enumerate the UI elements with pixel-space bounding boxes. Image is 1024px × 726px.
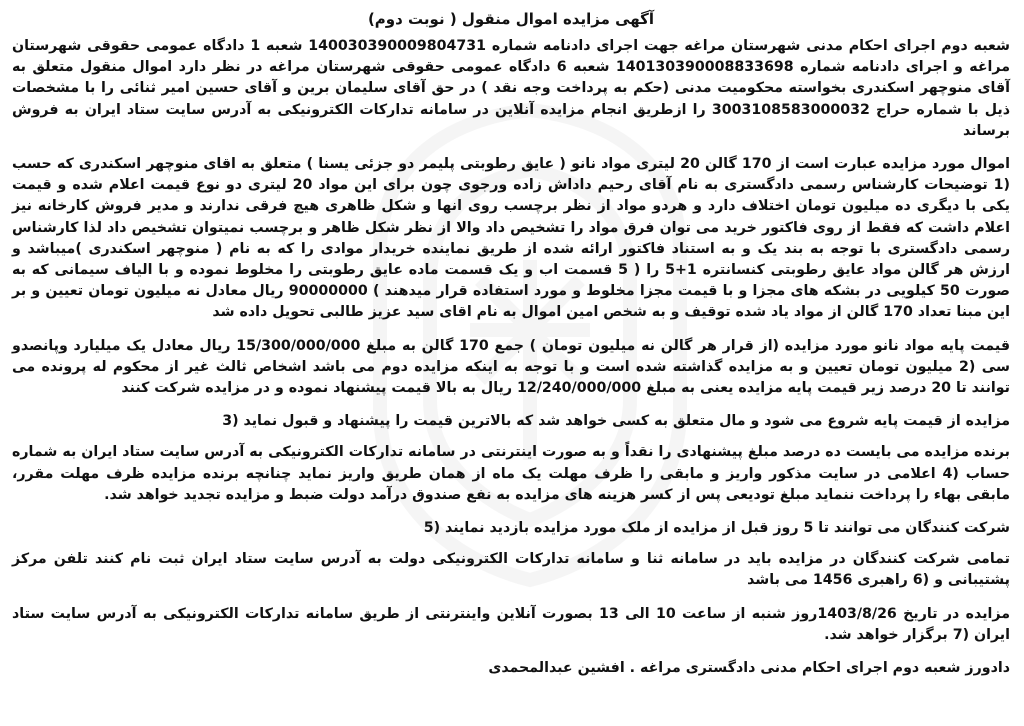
notice-item-2: قیمت پایه مواد نانو مورد مزایده (از قرار هر گالن نه میلیون تومان ) جمع 170 گالن به مبلغ 15/300/000/000 ریال معادل یک میلیارد وپانصدو سی (2 میلیون تومان تعیین و به مزایده گذاشته شده است و با توجه به اینکه مزایده دوم می باشد اشخاص ثالث غیر از محکوم له پرونده می توانند تا 20 درصد زیر قیمت پایه مزایده یعنی به مبلغ 12/240/000/000 ریال به بالا قیمت پیشنهاد نموده و در مزایده شرکت کنند	[12, 337, 1011, 397]
notice-item-6: تمامی شرکت کنندگان در مزایده باید در سامانه ثنا و سامانه تدارکات الکترونیکی دولت به آدرس سایت ستاد ایران ثبت نام کنند تلفن مرکز پشتیبانی و (6 راهبری 1456 می باشد	[12, 551, 1010, 589]
notice-item-3: مزایده از قیمت پایه شروع می شود و مال متعلق به کسی خواهد شد که بالاترین قیمت را پیشنهاد و قبول نماید (3	[222, 413, 1010, 430]
notice-item-5: شرکت کنندگان می توانند تا 5 روز قبل از مزایده از ملک مورد مزایده بازدید نمایند (5	[423, 520, 1010, 537]
notice-document	[12, 6, 1010, 679]
notice-title: آگهی مزایده اموال منقول ( نوبت دوم)	[367, 10, 655, 28]
notice-signature: دادورز شعبه دوم اجرای احکام مدنی دادگستری مراغه . افشین عبدالمحمدی	[488, 660, 1010, 677]
notice-item-4: برنده مزایده می بایست ده درصد مبلغ پیشنهادی را نقداً و به صورت اینترنتی در سامانه تدارکات الکترونیکی به آدرس سایت ستاد ایران به شماره حساب (4 اعلامی در سایت مذکور واریز و مابقی را ظرف مهلت یک ماه از همان طریق واریز نماید چنانچه برنده مزایده ظرف مهلت مقرر، مابقی بهاء را پرداخت ننماید مبلغ تودیعی پس از کسر هزینه های مزایده به نفع صندوق درآمد دولت ضبط و مزایده تجدید خواهد شد.	[12, 444, 1011, 503]
notice-item-1: اموال مورد مزایده عبارت است از 170 گالن 20 لیتری مواد نانو ( عایق رطوبتی پلیمر دو جزئی یسنا ) متعلق به اقای منوچهر اسکندری که حسب (1 توضیحات کارشناس رسمی دادگستری به نام آقای رحیم داداش زاده ورجوی چون برای این مواد 20 لیتری دو نوع قیمت اعلام شده و قیمت یکی با دیگری ده میلیون تومان اختلاف دارد و هردو مواد از نظر برچسب روی انها و شکل ظاهری هیچ فرقی ندارند و مدیر فروش کارخانه نیز اعلام داشت که فقط از روی فاکتور خرید می توان فرق مواد را تشخیص داد والا از نظر شکل ظاهر و برچسب نمیتوان تشخیص داد لذا کارشناس رسمی دادگستری با توجه به بند یک و به استناد فاکتور ارائه شده از طریق نماینده خریدار موادی را که به نام ( منوچهر اسکندری )میباشد و ارزش هر گالن مواد عایق رطوبتی کنسانتره 1+5 را ( 5 قسمت اب و یک قسمت ماده عایق رطوبتی را مخلوط نموده و با الیاف سیمانی که به صورت 50 کیلویی در بشکه های مجزا و با قیمت مجزا مخلوط و مورد استفاده قرار میدهند ) 90000000 ریال معادل نه میلیون تومان تعیین و بر این مبنا تعداد 170 گالن از مواد یاد شده توقیف و به شخص امین اموال به نام اقای سید عزیز طالبی تحویل داده شد	[12, 156, 1010, 321]
notice-item-7: مزایده در تاریخ 1403/8/26روز شنبه از ساعت 10 الی 13 بصورت آنلاین واینترنتی از طریق سامانه تدارکات الکترونیکی به آدرس سایت ستاد ایران (7 برگزار خواهد شد.	[12, 605, 1010, 643]
notice-intro: شعبه دوم اجرای احکام مدنی شهرستان مراغه جهت اجرای دادنامه شماره 140030390009804731 شعبه 1 دادگاه عمومی حقوقی شهرستان مراغه و اجرای دادنامه شماره 140130390008833698 شعبه 6 دادگاه عمومی حقوقی شهرستان مراغه در نظر دارد اموال منقول متعلق به آقای منوچهر اسکندری بخواسته محکومیت مدنی (حکم به پرداخت وجه نقد ) در حق آقای سلیمان برین و آقای حسین امیر ثنائی را با مشخصات ذیل با شماره حراج 3003108583000032 را ازطریق انجام مزایده آنلاین در سامانه تدارکات الکترونیکی به آدرس سایت ستاد ایران به فروش برساند	[12, 38, 1011, 139]
